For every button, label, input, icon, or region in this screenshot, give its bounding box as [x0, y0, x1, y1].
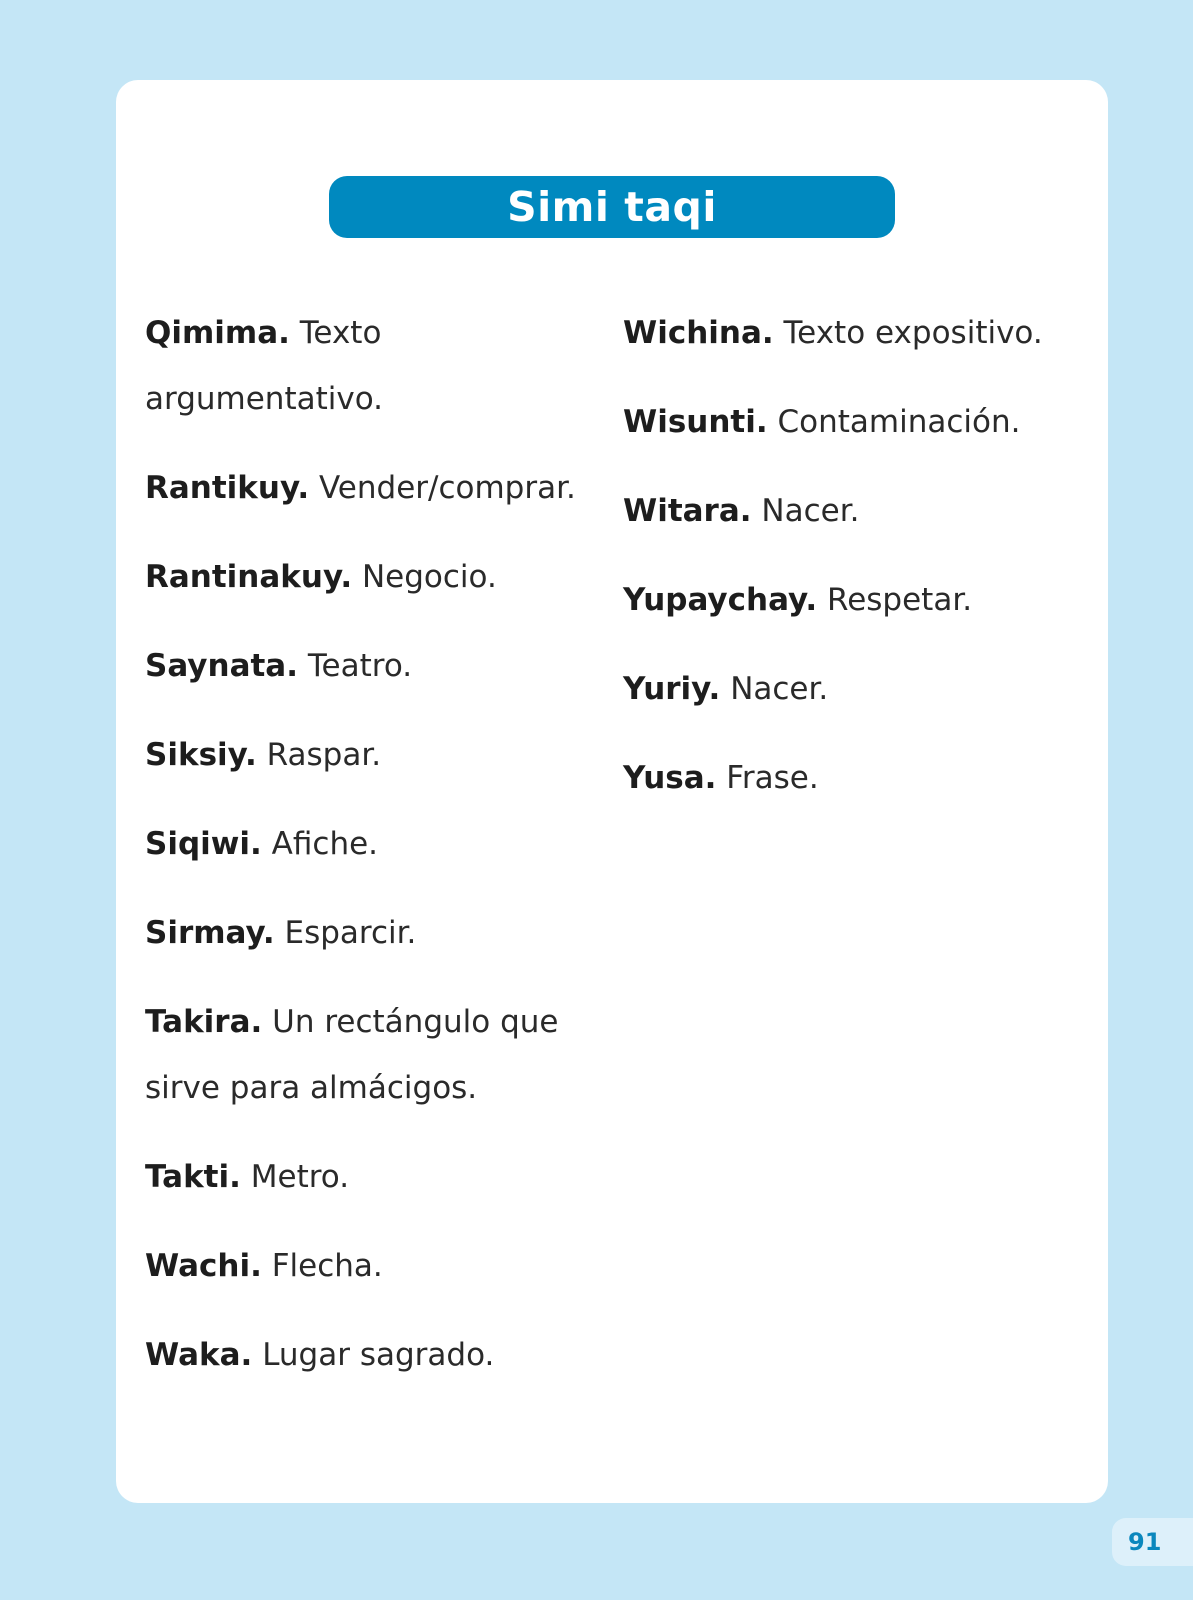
glossary-term: Waka.	[145, 1337, 253, 1373]
glossary-entry	[145, 811, 585, 877]
glossary-definition: Un rectángulo que sirve para almácigos.	[145, 1004, 559, 1106]
glossary-term: Qimima.	[145, 315, 290, 351]
glossary-definition: Lugar sagrado.	[262, 1337, 495, 1373]
glossary-definition: Negocio.	[361, 559, 497, 595]
glossary-term: Wichina.	[623, 315, 774, 351]
glossary-definition: Metro.	[250, 1159, 350, 1195]
glossary-definition: Afiche.	[271, 826, 379, 862]
glossary-term: Takira.	[145, 1004, 263, 1040]
glossary-definition: Respetar.	[827, 582, 973, 618]
glossary-entry	[623, 478, 1093, 544]
glossary-entry	[623, 656, 1093, 722]
glossary-term: Wisunti.	[623, 404, 768, 440]
glossary-term: Siksiy.	[145, 737, 257, 773]
glossary-entry	[145, 455, 585, 521]
glossary-term: Saynata.	[145, 648, 299, 684]
glossary-term: Rantikuy.	[145, 470, 310, 506]
glossary-definition: Nacer.	[761, 493, 860, 529]
glossary-definition: Raspar.	[266, 737, 382, 773]
glossary-term: Yupaychay.	[623, 582, 818, 618]
glossary-entry	[623, 389, 1093, 455]
glossary-left-column	[145, 300, 585, 1411]
glossary-entry	[145, 722, 585, 788]
glossary-definition: Nacer.	[730, 671, 829, 707]
glossary-term: Wachi.	[145, 1248, 262, 1284]
glossary-entry	[145, 989, 585, 1121]
glossary-term: Rantinakuy.	[145, 559, 353, 595]
glossary-definition: Texto argumentativo.	[145, 315, 383, 417]
glossary-entry	[623, 567, 1093, 633]
glossary-entry	[623, 745, 1093, 811]
glossary-entry	[145, 1144, 585, 1210]
glossary-entry	[623, 300, 1093, 366]
glossary-term: Takti.	[145, 1159, 241, 1195]
glossary-definition: Texto expositivo.	[783, 315, 1043, 351]
glossary-term: Sirmay.	[145, 915, 275, 951]
glossary-definition: Flecha.	[271, 1248, 383, 1284]
glossary-term: Siqiwi.	[145, 826, 262, 862]
glossary-entry	[145, 300, 585, 432]
glossary-entry	[145, 1322, 585, 1388]
glossary-definition: Teatro.	[307, 648, 413, 684]
page-number: 91	[1128, 1528, 1162, 1556]
glossary-entry	[145, 900, 585, 966]
glossary-term: Witara.	[623, 493, 752, 529]
glossary-entry	[145, 544, 585, 610]
glossary-entry	[145, 1233, 585, 1299]
glossary-card	[116, 80, 1108, 1503]
glossary-definition: Vender/comprar.	[319, 470, 576, 506]
glossary-definition: Frase.	[726, 760, 819, 796]
glossary-definition: Esparcir.	[284, 915, 417, 951]
glossary-title: Simi taqi	[329, 176, 895, 238]
glossary-right-column	[623, 300, 1093, 834]
glossary-term: Yuriy.	[623, 671, 721, 707]
glossary-entry	[145, 633, 585, 699]
glossary-definition: Contaminación.	[777, 404, 1021, 440]
glossary-term: Yusa.	[623, 760, 717, 796]
